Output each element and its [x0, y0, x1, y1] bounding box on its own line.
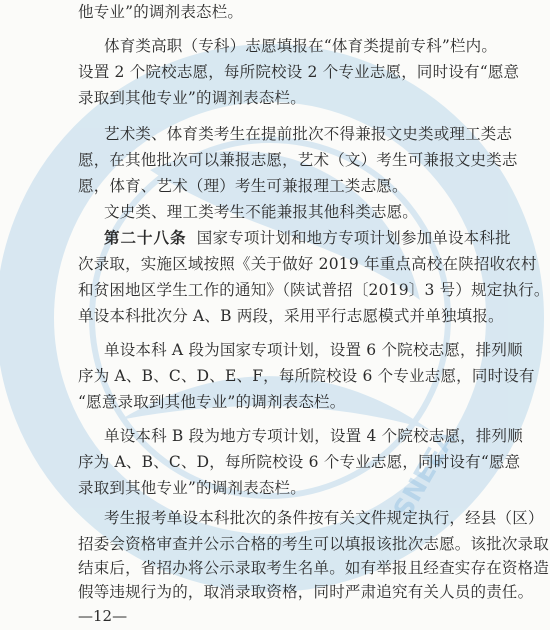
text-line: 录取到其他专业”的调剂表态栏。 — [78, 89, 306, 107]
text-line: 考生报考单设本科批次的条件按有关文件规定执行，经县（区） — [104, 509, 544, 527]
text-line: 愿，体育、艺术（理）考生可兼报理工类志愿。 — [78, 177, 408, 195]
text-line: 设置 2 个院校志愿，每所院校设 2 个专业志愿，同时设有“愿意 — [78, 63, 520, 81]
text-line: 序为 A、B、C、D、E、F，每所院校设 6 个专业志愿，同时设有 — [78, 367, 535, 385]
text-line: 和贫困地区学生工作的通知》（陕试普招〔2019〕3 号）规定执行。 — [78, 281, 550, 299]
section-heading: 第二十八条 — [104, 229, 187, 247]
text-line: 国家专项计划和地方专项计划参加单设本科批 — [196, 229, 511, 247]
article-28-line — [0, 228, 550, 248]
text-line: 文史类、理工类考生不能兼报其他科类志愿。 — [104, 203, 419, 221]
text-line: 次录取，实施区域按照《关于做好 2019 年重点高校在陕招收农村 — [78, 255, 537, 273]
text-line: 序为 A、B、C、D，每所院校设 6 个专业志愿，同时设有“愿意 — [78, 453, 521, 471]
text-line: 单设本科 A 段为国家专项计划，设置 6 个院校志愿，排列顺 — [104, 341, 523, 359]
text-line: 结束后，省招办将公示录取考生名单。如有举报且经查实存在资格造 — [78, 559, 550, 577]
watermark-ring-text: SNEEA — [388, 425, 463, 524]
text-line: 假等违规行为的，取消录取资格，同时严肃追究有关人员的责任。 — [78, 583, 534, 601]
text-line: 招委会资格审查并公示合格的考生可以填报该批次志愿。该批次录取 — [78, 535, 550, 553]
text-line: 艺术类、体育类考生在提前批次不得兼报文史类或理工类志 — [104, 125, 513, 143]
page-number: —12— — [78, 607, 128, 625]
text-line: 单设本科 B 段为地方专项计划，设置 4 个院校志愿，排列顺 — [104, 427, 523, 445]
text-line: 单设本科批次分 A、B 两段，采用平行志愿模式并单独填报。 — [78, 307, 504, 325]
text-line: 录取到其他专业”的调剂表态栏。 — [78, 479, 306, 497]
text-line: 愿，在其他批次可以兼报志愿，艺术（文）考生可兼报文史类志 — [78, 151, 518, 169]
text-line: 他专业”的调剂表态栏。 — [78, 3, 244, 21]
text-line: “愿意录取到其他专业”的调剂表态栏。 — [78, 393, 346, 411]
text-line: 体育类高职（专科）志愿填报在“体育类提前专科”栏内。 — [104, 37, 498, 55]
